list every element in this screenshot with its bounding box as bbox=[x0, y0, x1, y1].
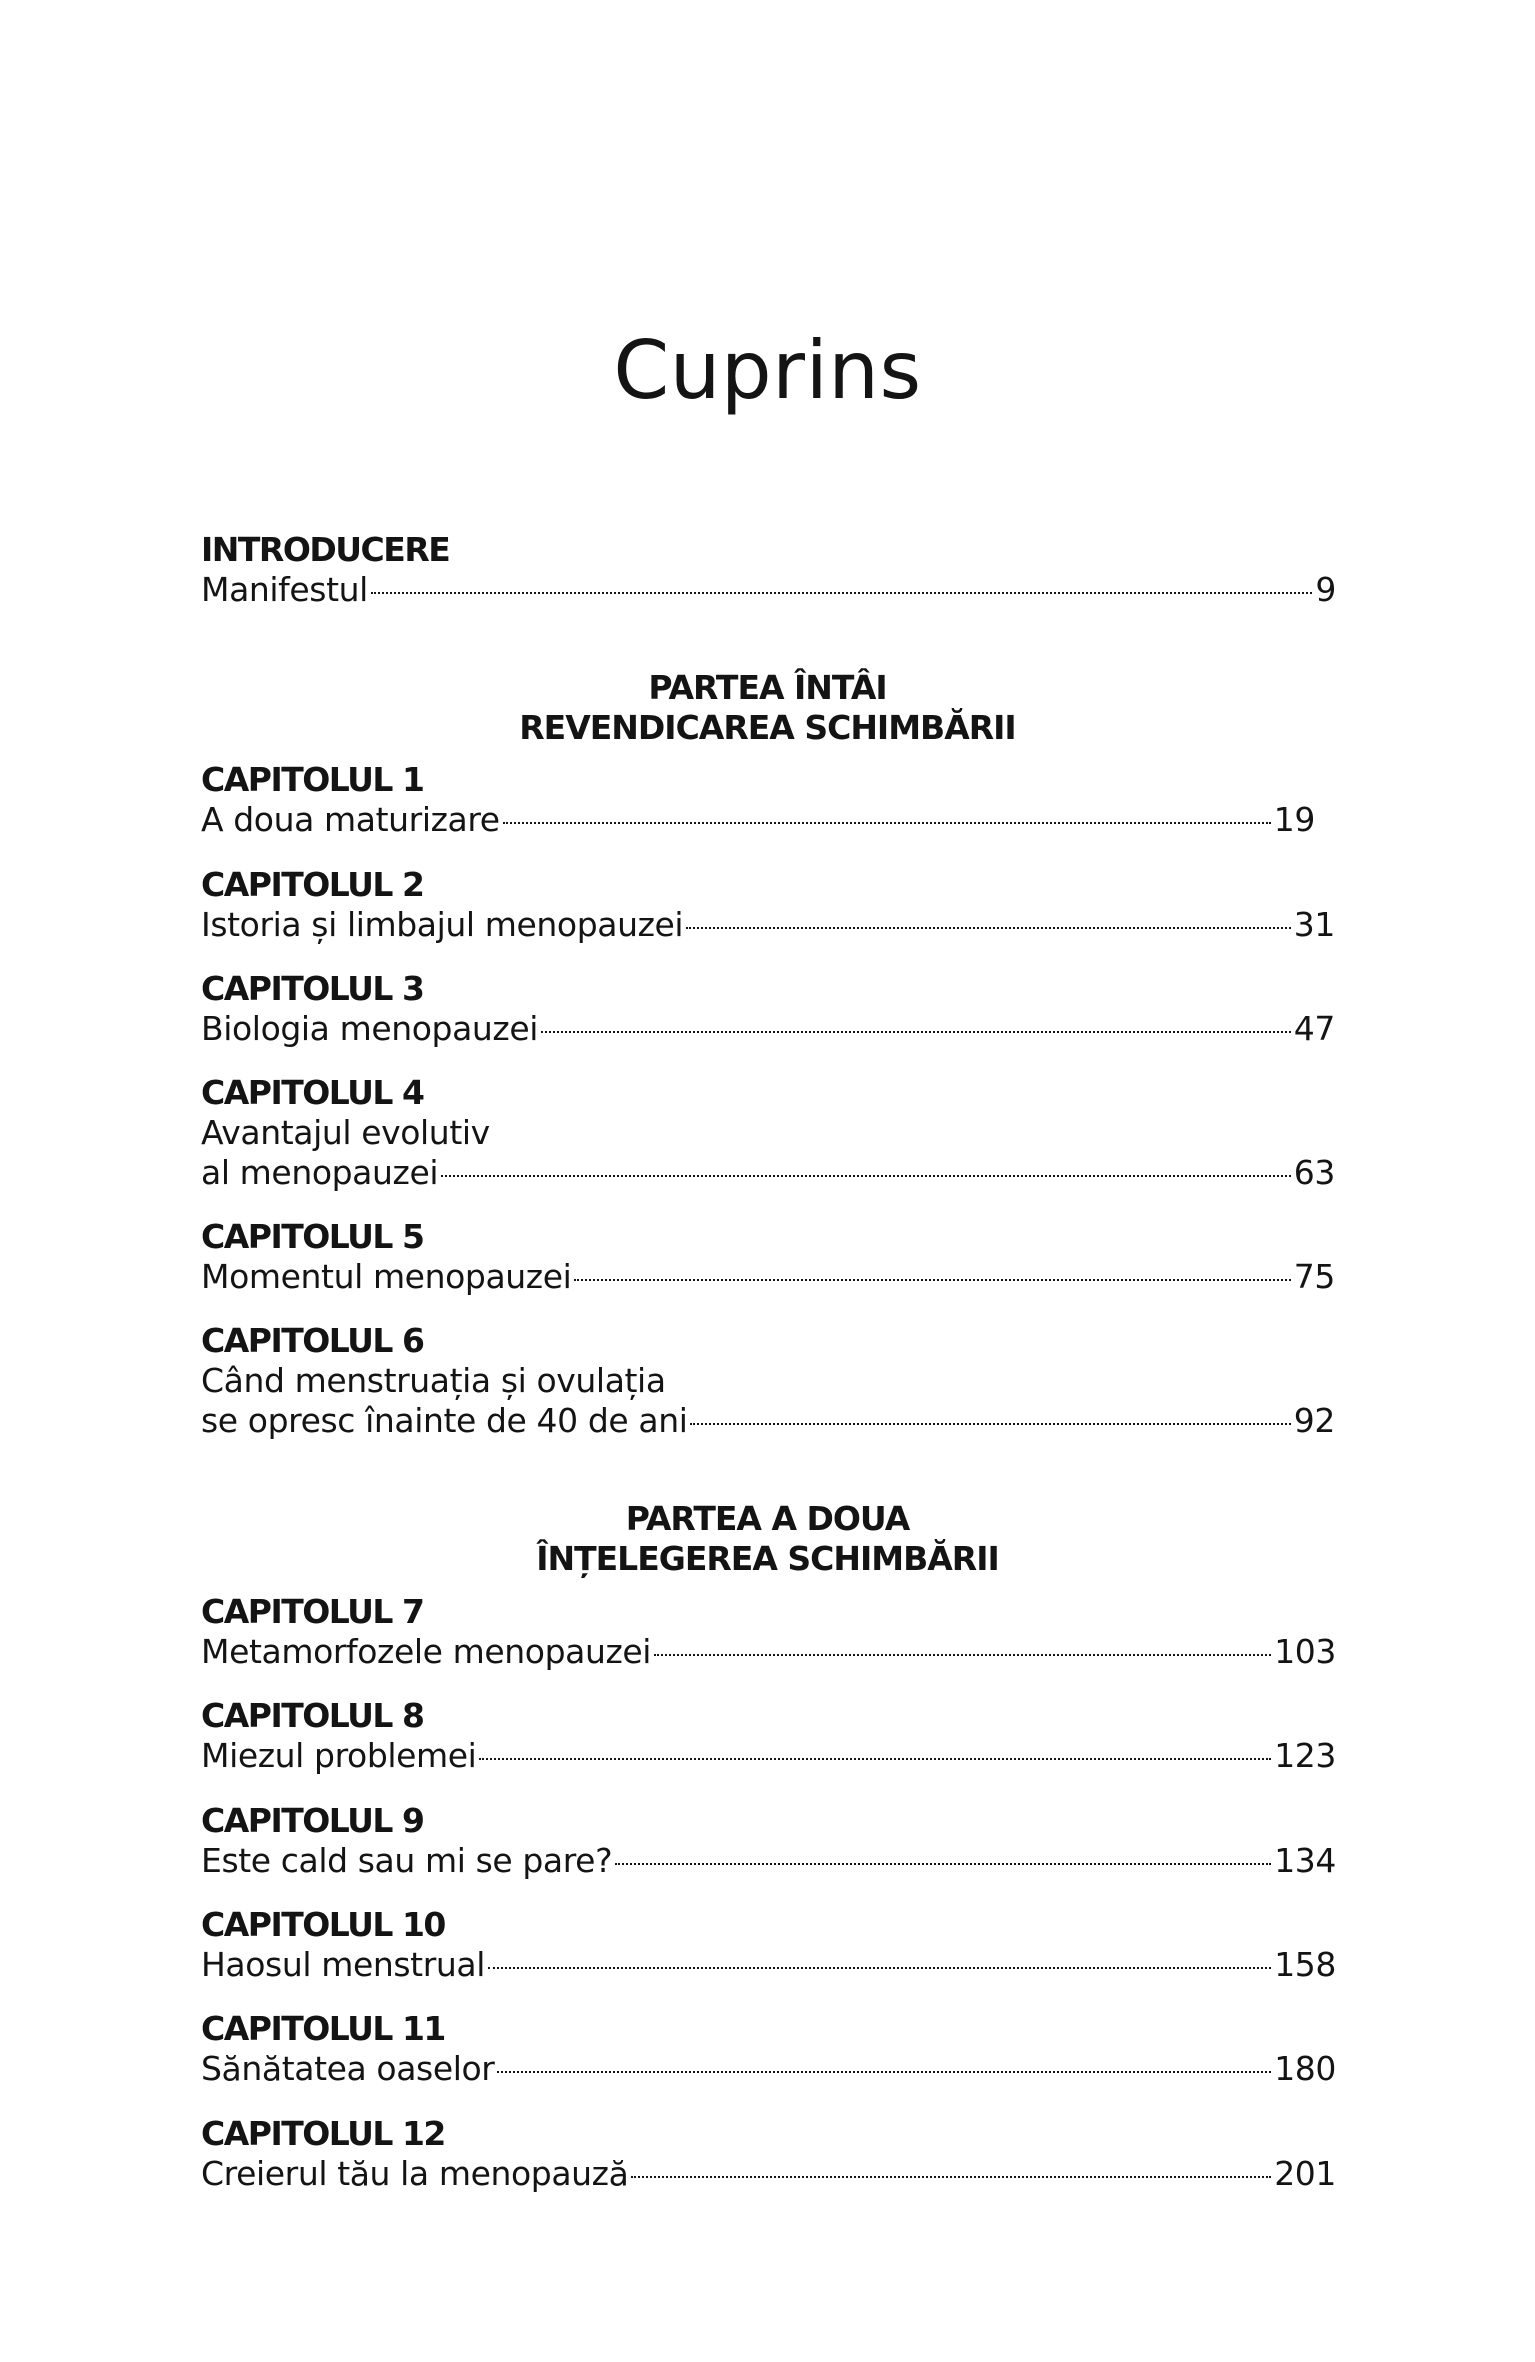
page-number: 75 bbox=[1293, 1257, 1335, 1296]
chapter-heading: CAPITOLUL 11 bbox=[201, 2009, 445, 2048]
toc-entry bbox=[201, 2049, 1336, 2089]
chapter-heading: CAPITOLUL 8 bbox=[201, 1696, 424, 1735]
chapter-heading: CAPITOLUL 3 bbox=[201, 969, 424, 1008]
dot-leader bbox=[371, 592, 1312, 594]
part1-subtitle: REVENDICAREA SCHIMBĂRII bbox=[519, 708, 1016, 747]
toc-chapter-6 bbox=[201, 1321, 1336, 1441]
entry-title: Creierul tău la menopauză bbox=[201, 2154, 629, 2193]
dot-leader bbox=[488, 1967, 1271, 1969]
entry-title: Metamorfozele menopauzei bbox=[201, 1632, 652, 1671]
page-number: 19 bbox=[1273, 800, 1315, 839]
toc-entry bbox=[201, 905, 1335, 945]
page-title: Cuprins bbox=[613, 324, 922, 417]
part2-heading: PARTEA A DOUA bbox=[625, 1499, 910, 1538]
dot-leader bbox=[497, 2071, 1271, 2073]
entry-title: Momentul menopauzei bbox=[201, 1257, 572, 1296]
entry-title: Manifestul bbox=[201, 570, 368, 609]
page-number: 134 bbox=[1274, 1841, 1336, 1880]
toc-entry bbox=[201, 800, 1315, 840]
toc-chapter-10 bbox=[201, 1905, 1336, 1985]
toc-chapter-11 bbox=[201, 2009, 1336, 2089]
chapter-heading: CAPITOLUL 9 bbox=[201, 1801, 424, 1840]
toc-entry bbox=[201, 1736, 1336, 1776]
entry-title-line: Când menstruația și ovulația bbox=[201, 1361, 666, 1400]
page-number: 9 bbox=[1315, 570, 1336, 609]
dot-leader bbox=[574, 1279, 1290, 1281]
dot-leader bbox=[686, 927, 1291, 929]
dot-leader bbox=[441, 1175, 1291, 1177]
entry-title: A doua maturizare bbox=[201, 800, 500, 839]
toc-entry bbox=[201, 1257, 1335, 1297]
toc-chapter-4 bbox=[201, 1073, 1336, 1193]
page-number: 180 bbox=[1274, 2049, 1336, 2088]
chapter-heading: CAPITOLUL 2 bbox=[201, 865, 424, 904]
dot-leader bbox=[479, 1758, 1271, 1760]
toc-entry bbox=[201, 1632, 1336, 1672]
toc-entry bbox=[201, 570, 1336, 610]
page-number: 92 bbox=[1293, 1401, 1335, 1440]
page-number: 31 bbox=[1293, 905, 1335, 944]
page-number: 63 bbox=[1293, 1153, 1335, 1192]
toc-introduction bbox=[201, 530, 1336, 610]
toc-chapter-8 bbox=[201, 1696, 1336, 1776]
intro-heading: INTRODUCERE bbox=[201, 530, 450, 569]
entry-title: Miezul problemei bbox=[201, 1736, 477, 1775]
toc-entry bbox=[201, 1945, 1336, 1985]
page-number: 103 bbox=[1274, 1632, 1336, 1671]
entry-title-line: Avantajul evolutiv bbox=[201, 1113, 490, 1152]
toc-entry bbox=[201, 1009, 1335, 1049]
page-number: 47 bbox=[1293, 1009, 1335, 1048]
dot-leader bbox=[631, 2176, 1271, 2178]
toc-chapter-1 bbox=[201, 760, 1336, 840]
toc-chapter-9 bbox=[201, 1801, 1336, 1881]
dot-leader bbox=[615, 1863, 1271, 1865]
toc-chapter-12 bbox=[201, 2114, 1336, 2194]
toc-entry bbox=[201, 1401, 1335, 1441]
chapter-heading: CAPITOLUL 5 bbox=[201, 1217, 424, 1256]
entry-title: Sănătatea oaselor bbox=[201, 2049, 495, 2088]
entry-title: Biologia menopauzei bbox=[201, 1009, 539, 1048]
toc-chapter-2 bbox=[201, 865, 1336, 945]
toc-entry bbox=[201, 1153, 1335, 1193]
page-number: 201 bbox=[1274, 2154, 1336, 2193]
toc-chapter-7 bbox=[201, 1592, 1336, 1672]
entry-title: se opresc înainte de 40 de ani bbox=[201, 1401, 688, 1440]
entry-title: Istoria și limbajul menopauzei bbox=[201, 905, 684, 944]
toc-entry bbox=[201, 1841, 1336, 1881]
dot-leader bbox=[503, 822, 1271, 824]
dot-leader bbox=[541, 1031, 1291, 1033]
toc-chapter-3 bbox=[201, 969, 1336, 1049]
chapter-heading: CAPITOLUL 10 bbox=[201, 1905, 445, 1944]
toc-chapter-5 bbox=[201, 1217, 1336, 1297]
chapter-heading: CAPITOLUL 1 bbox=[201, 760, 424, 799]
chapter-heading: CAPITOLUL 6 bbox=[201, 1321, 424, 1360]
page-number: 123 bbox=[1274, 1736, 1336, 1775]
dot-leader bbox=[654, 1654, 1271, 1656]
part2-subtitle: ÎNȚELEGEREA SCHIMBĂRII bbox=[536, 1539, 999, 1578]
toc-entry bbox=[201, 2154, 1336, 2194]
entry-title: al menopauzei bbox=[201, 1153, 439, 1192]
part1-heading: PARTEA ÎNTÂI bbox=[648, 668, 887, 707]
chapter-heading: CAPITOLUL 7 bbox=[201, 1592, 424, 1631]
entry-title: Haosul menstrual bbox=[201, 1945, 485, 1984]
entry-title: Este cald sau mi se pare? bbox=[201, 1841, 613, 1880]
dot-leader bbox=[690, 1423, 1290, 1425]
page-number: 158 bbox=[1274, 1945, 1336, 1984]
chapter-heading: CAPITOLUL 4 bbox=[201, 1073, 424, 1112]
chapter-heading: CAPITOLUL 12 bbox=[201, 2114, 445, 2153]
